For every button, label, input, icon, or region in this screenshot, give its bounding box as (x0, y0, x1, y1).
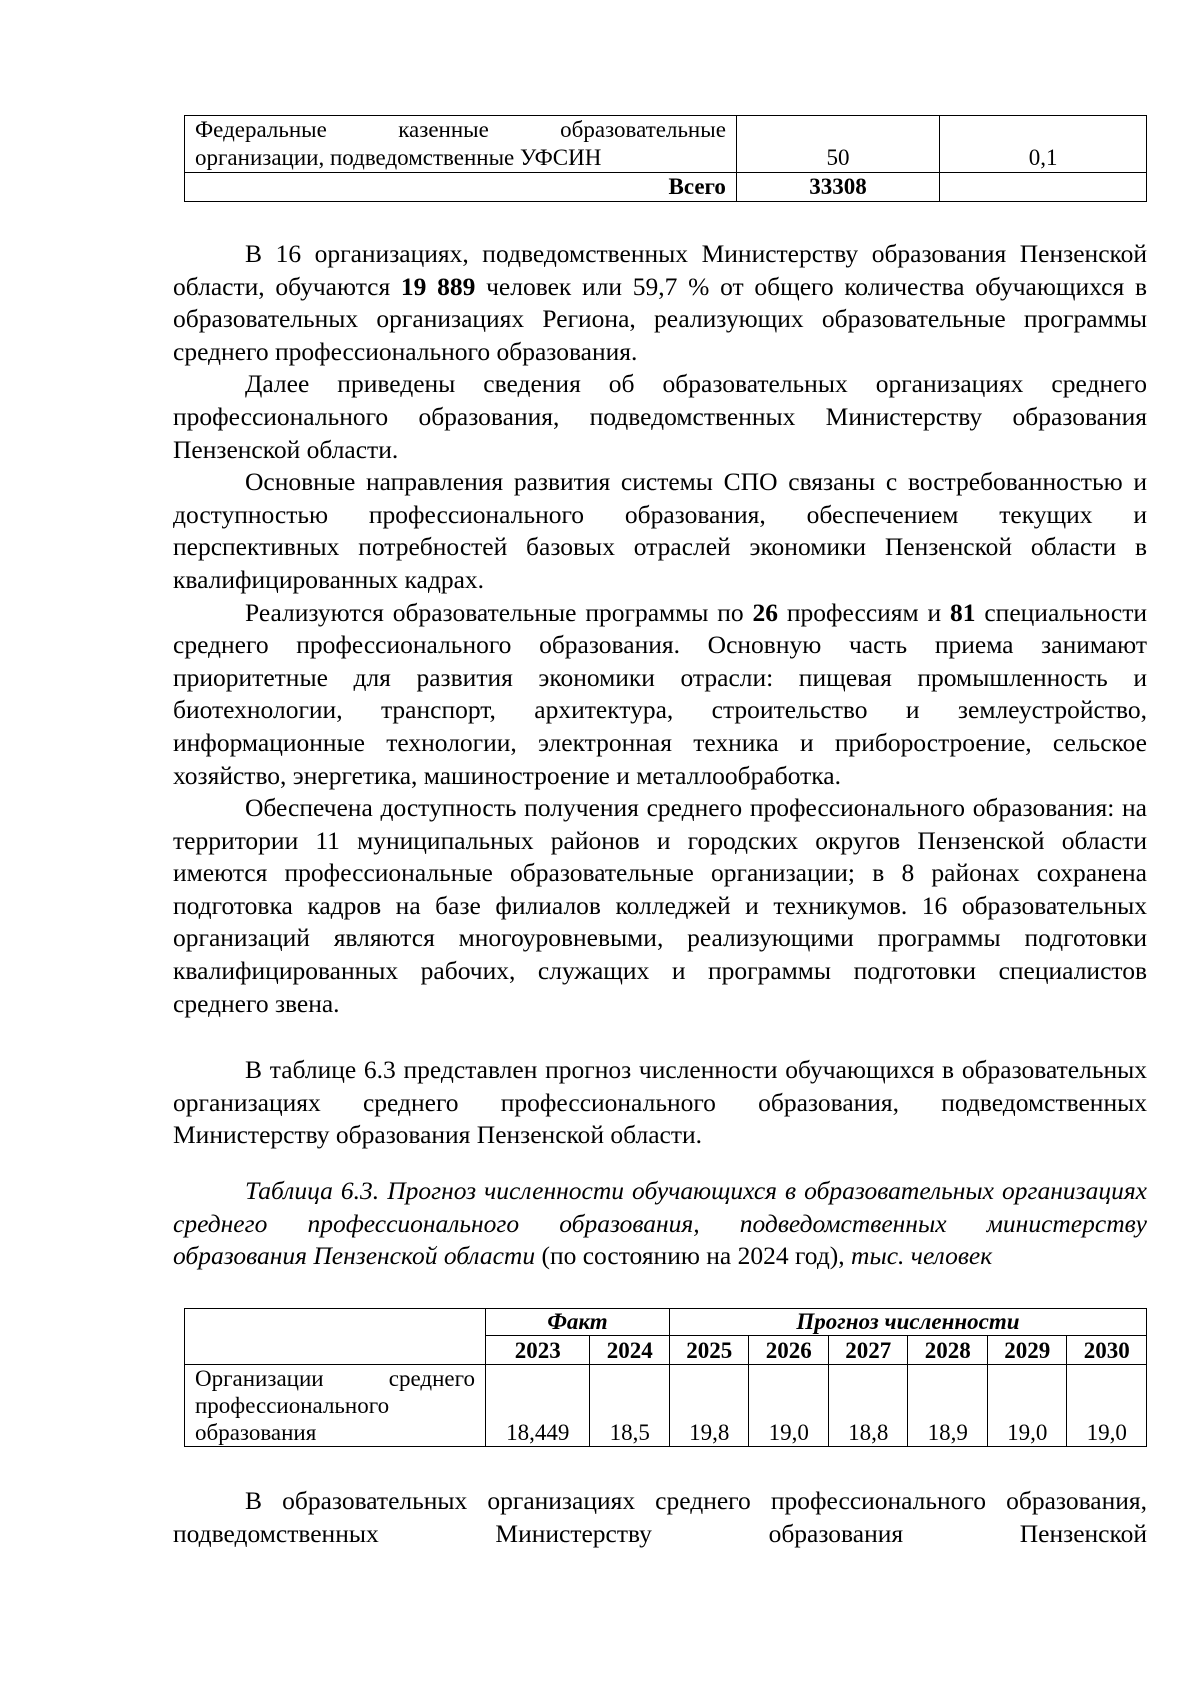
row-label-word: Организации (195, 1366, 324, 1391)
year-header: 2028 (908, 1336, 988, 1365)
paragraph-gap (173, 1020, 1147, 1054)
year-header: 2023 (486, 1336, 590, 1365)
text-run: человек или 59,7 % от общего количества обучающихся в образовательных организациях Региона, реализующих образовательные программы среднего профессионального образования. (173, 271, 1147, 366)
table-row (185, 116, 1147, 173)
enrollment-table (184, 115, 1147, 202)
table-cell-org-name (185, 116, 737, 173)
bold-number: 19 889 (400, 271, 476, 301)
body-text-tail (173, 1485, 1147, 1550)
year-header: 2025 (669, 1336, 749, 1365)
caption-italic: Таблица 6.3. Прогноз численности обучающихся в образовательных организациях среднего профессионального образования, подведомственных министерству образования Пензенской области (173, 1176, 1147, 1271)
table-cell-empty (940, 173, 1147, 202)
table-cell-percent: 0,1 (940, 116, 1147, 173)
value-cell: 19,0 (749, 1365, 829, 1447)
text-run: профессиям и (778, 597, 951, 627)
year-header: 2030 (1067, 1336, 1147, 1365)
table-row (185, 1365, 1147, 1447)
row-label-line2: профессионального (195, 1393, 390, 1418)
value-cell: 18,449 (486, 1365, 590, 1447)
bold-number: 26 (752, 597, 779, 627)
year-header: 2029 (987, 1336, 1067, 1365)
org-name-line1 (195, 116, 726, 144)
value-cell: 18,9 (908, 1365, 988, 1447)
row-label-word: среднего (388, 1366, 475, 1391)
row-label-line1 (195, 1365, 475, 1392)
table-header-empty (185, 1309, 486, 1365)
header-fact: Факт (486, 1309, 670, 1336)
org-name-word: образовательные (560, 117, 726, 142)
paragraph: Обеспечена доступность получения среднего профессионального образования: на территории 11 муниципальных районов и городских округов Пензенской области имеются профессиональные образовательные организации; в 8 районах сохранена подготовка кадров на базе филиалов колледжей и техникумов. 16 образовательных организаций являются многоуровневыми, реализующими программы подготовки квалифицированных рабочих, служащих и программы подготовки специалистов среднего звена. (173, 793, 1147, 1018)
paragraph: В образовательных организациях среднего профессионального образования, подведомственных Министерству образования Пензенской (173, 1486, 1147, 1548)
caption-normal: (по состоянию на 2024 год), (535, 1241, 852, 1271)
table-cell-count: 50 (736, 116, 939, 173)
value-cell: 18,8 (828, 1365, 908, 1447)
bold-number: 81 (950, 597, 976, 627)
paragraph: Далее приведены сведения об образовательных организациях среднего профессионального образования, подведомственных Министерству образования Пензенской области. (173, 369, 1147, 464)
text-run: В 16 организациях, подведомственных Министерству образования Пензенской области, обучаются (173, 239, 1147, 301)
value-cell: 19,0 (987, 1365, 1067, 1447)
year-header: 2024 (590, 1336, 670, 1365)
total-label: Всего (185, 173, 737, 202)
row-label (185, 1365, 486, 1447)
paragraph: Основные направления развития системы СПО связаны с востребованностью и доступностью профессионального образования, обеспечением текущих и перспективных потребностей базовых отраслей экономики Пензенской области в квалифицированных кадрах. (173, 467, 1147, 594)
org-name-line2: организации, подведомственные УФСИН (195, 145, 602, 170)
year-header: 2026 (749, 1336, 829, 1365)
org-name-word: казенные (398, 117, 489, 142)
table-header-row (185, 1309, 1147, 1336)
forecast-table (184, 1308, 1147, 1447)
text-run: Реализуются образовательные программы по (245, 597, 753, 627)
text-run: специальности среднего профессионального образования. Основную часть приема занимают приоритетные для развития экономики отрасли: пищевая промышленность и биотехнологии, транспорт, архитектура, строительство и землеустройство, информационные технологии, электронная техника и приборостроение, сельское хозяйство, энергетика, машиностроение и металлообработка. (173, 597, 1147, 790)
body-text (173, 238, 1147, 1152)
total-value: 33308 (736, 173, 939, 202)
table-caption (173, 1175, 1147, 1273)
value-cell: 19,0 (1067, 1365, 1147, 1447)
table-total-row (185, 173, 1147, 202)
paragraph: В таблице 6.3 представлен прогноз численности обучающихся в образовательных организациях среднего профессионального образования, подведомственных Министерству образования Пензенской области. (173, 1055, 1147, 1150)
header-forecast: Прогноз численности (669, 1309, 1146, 1336)
org-name-word: Федеральные (195, 117, 327, 142)
value-cell: 18,5 (590, 1365, 670, 1447)
paragraph (173, 238, 1147, 368)
year-header: 2027 (828, 1336, 908, 1365)
row-label-line3: образования (195, 1420, 317, 1445)
paragraph (173, 597, 1147, 793)
value-cell: 19,8 (669, 1365, 749, 1447)
caption-units: тыс. человек (851, 1241, 993, 1271)
